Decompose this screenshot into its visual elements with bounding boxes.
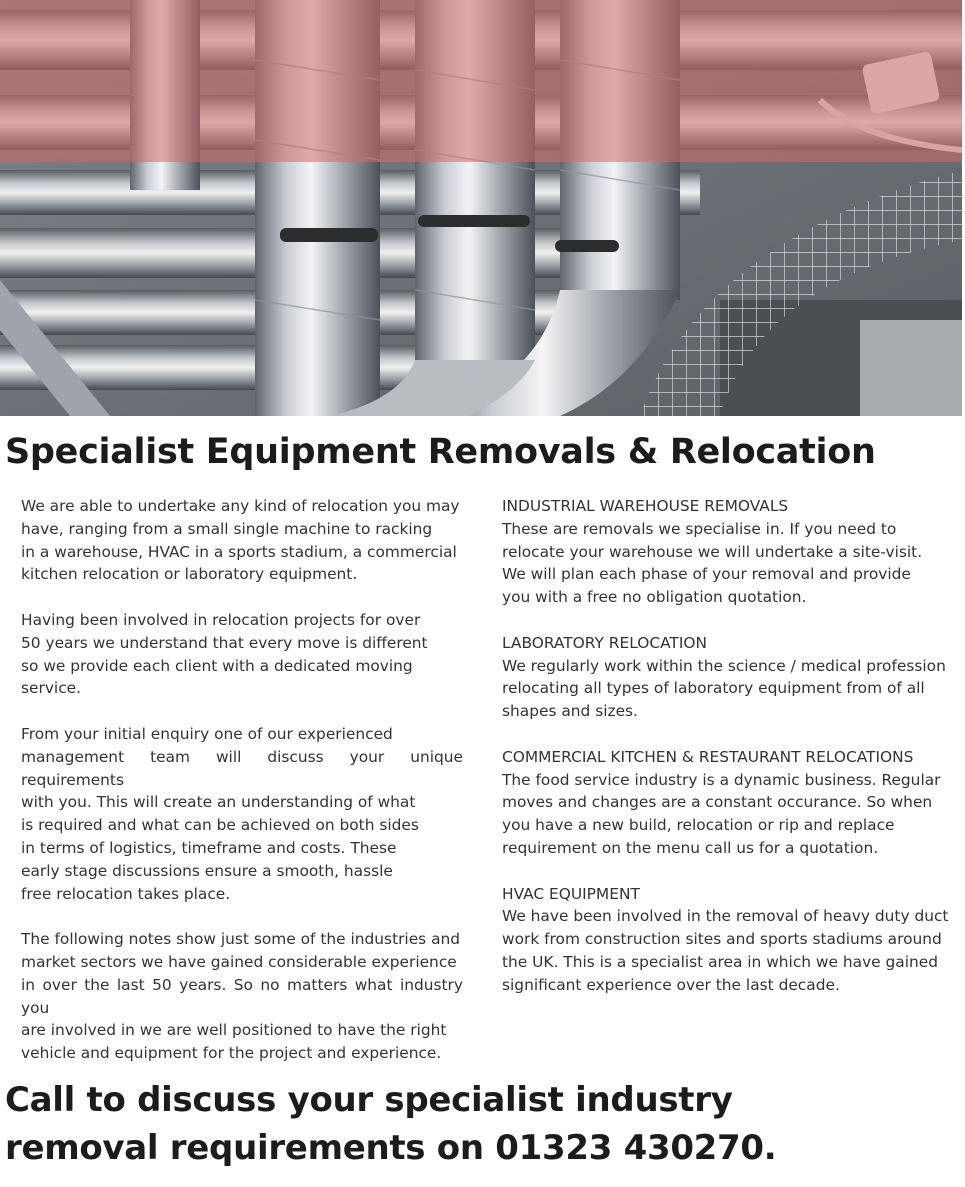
- page-title: Specialist Equipment Removals & Relocation: [5, 432, 876, 472]
- hero-image: [0, 0, 962, 416]
- service-hvac: HVAC EQUIPMENT We have been involved in the removal of heavy duty duct work from construction sites and sports stadiums around the UK. This is a specialist area in which we have gained significant experience over the last decade.: [502, 883, 952, 997]
- hvac-ductwork-photo: [0, 0, 962, 416]
- service-heading: LABORATORY RELOCATION: [502, 633, 707, 652]
- intro-column: [21, 495, 463, 1088]
- service-heading: COMMERCIAL KITCHEN & RESTAURANT RELOCATIONS: [502, 747, 914, 766]
- intro-paragraph-2: Having been involved in relocation projects for over 50 years we understand that every move is different so we provide each client with a dedicated moving service.: [21, 610, 428, 698]
- intro-paragraph-3: From your initial enquiry one of our experienced management team will discuss your unique requirements with you. This will create an understanding of what is required and what can be achieved on both sides in terms of logistics, timeframe and costs. These early stage discussions ensure a smooth, hassle free relocation takes place.: [21, 724, 463, 903]
- service-industrial-warehouse: INDUSTRIAL WAREHOUSE REMOVALS These are removals we specialise in. If you need to relocate your warehouse we will undertake a site-visit. We will plan each phase of your removal and provide you with a free no obligation quotation.: [502, 495, 952, 609]
- cta-line-2: removal requirements on 01323 430270.: [5, 1128, 777, 1168]
- service-heading: INDUSTRIAL WAREHOUSE REMOVALS: [502, 497, 789, 515]
- service-laboratory: LABORATORY RELOCATION We regularly work within the science / medical profession relocating all types of laboratory equipment from of all shapes and sizes.: [502, 632, 952, 723]
- service-heading: HVAC EQUIPMENT: [502, 884, 640, 903]
- services-column: [502, 495, 952, 1019]
- intro-paragraph-1: We are able to undertake any kind of relocation you may have, ranging from a small single machine to racking in a warehouse, HVAC in a sports stadium, a commercial kitchen relocation or laboratory equipment.: [21, 497, 460, 584]
- service-commercial-kitchen: COMMERCIAL KITCHEN & RESTAURANT RELOCATIONS The food service industry is a dynamic business. Regular moves and changes are a constant occurance. So when you have a new build, relocation or rip and replace requirement on the menu call us for a quotation.: [502, 746, 952, 860]
- call-to-action: [5, 1076, 776, 1172]
- cta-line-1: Call to discuss your specialist industry: [5, 1080, 733, 1120]
- intro-paragraph-4: The following notes show just some of the industries and market sectors we have gained considerable experience in over the last 50 years. So no matters what industry you are involved in we are well positioned to have the right vehicle and equipment for the project and experience.: [21, 930, 463, 1063]
- red-tint-overlay: [0, 0, 962, 162]
